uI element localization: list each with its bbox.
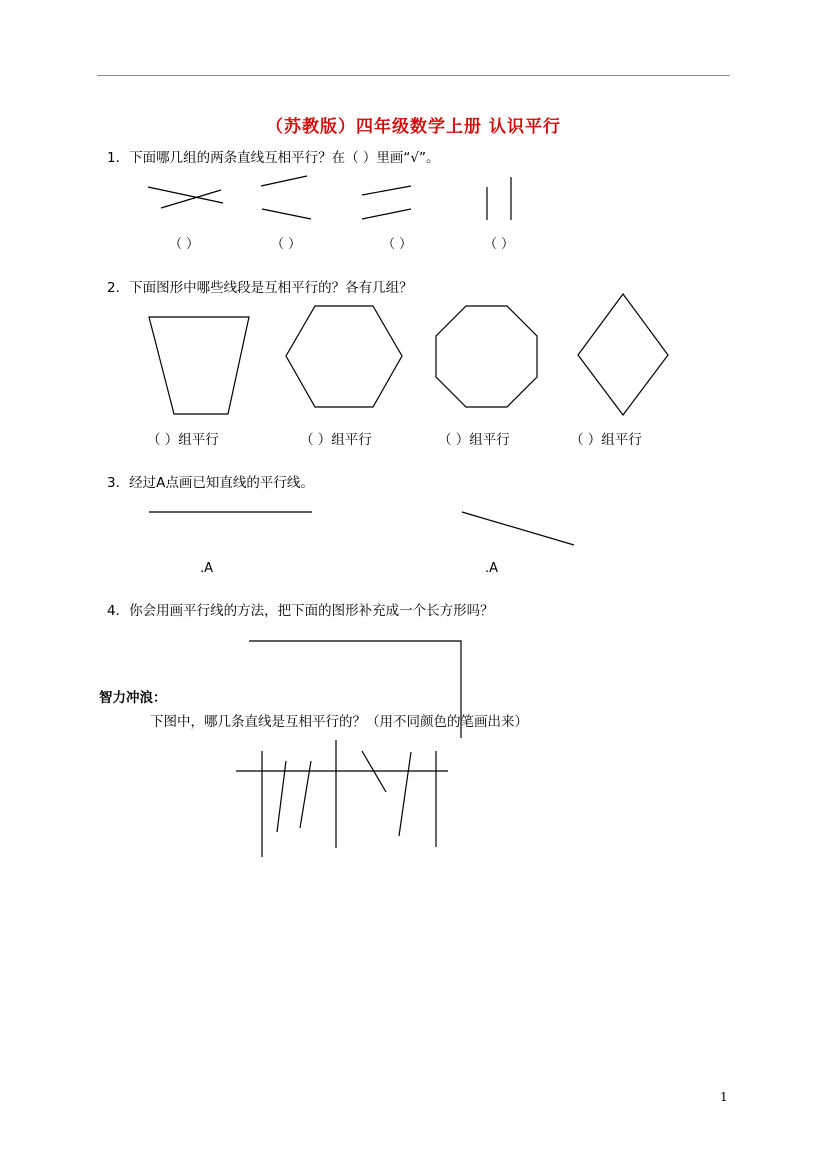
q2-trapezoid bbox=[149, 317, 249, 414]
q3-point-a-2: .A bbox=[485, 561, 499, 576]
q1-answer-blank-4[interactable]: （ ） bbox=[484, 237, 515, 252]
bonus-title: 智力冲浪： bbox=[99, 690, 167, 706]
q3-point-a-1: .A bbox=[200, 561, 214, 576]
q2-octagon bbox=[436, 306, 537, 407]
page-title: （苏教版）四年级数学上册 认识平行 bbox=[266, 117, 561, 137]
q1-answer-blank-3[interactable]: （ ） bbox=[382, 237, 413, 252]
question-2: 2．下面图形中哪些线段是互相平行的？各有几组？ bbox=[107, 280, 413, 296]
q1-pair-diverging bbox=[261, 176, 311, 219]
q2-answer-label-2[interactable]: （ ）组平行 bbox=[300, 432, 372, 448]
bonus-question: 下图中，哪几条直线是互相平行的？（用不同颜色的笔画出来） bbox=[150, 714, 528, 730]
q1-answer-blank-2[interactable]: （ ） bbox=[271, 237, 302, 252]
question-4: 4．你会用画平行线的方法，把下面的图形补充成一个长方形吗？ bbox=[107, 603, 494, 619]
bonus-lines-figure bbox=[236, 740, 448, 857]
q3-slanted-line bbox=[462, 512, 574, 545]
q1-pair-crossing bbox=[148, 187, 223, 208]
q2-answer-label-4[interactable]: （ ）组平行 bbox=[570, 432, 642, 448]
question-3: 3．经过A点画已知直线的平行线。 bbox=[107, 475, 314, 491]
q2-rhombus bbox=[578, 294, 668, 415]
q1-pair-converging bbox=[362, 186, 411, 219]
q1-pair-vertical bbox=[487, 177, 511, 220]
q2-hexagon bbox=[286, 306, 402, 407]
question-1: 1．下面哪几组的两条直线互相平行？在（ ）里画“√”。 bbox=[107, 150, 440, 166]
page-number: 1 bbox=[720, 1090, 728, 1104]
q2-answer-label-3[interactable]: （ ）组平行 bbox=[438, 432, 510, 448]
q1-answer-blank-1[interactable]: （ ） bbox=[169, 237, 200, 252]
q2-answer-label-1[interactable]: （ ）组平行 bbox=[147, 432, 219, 448]
